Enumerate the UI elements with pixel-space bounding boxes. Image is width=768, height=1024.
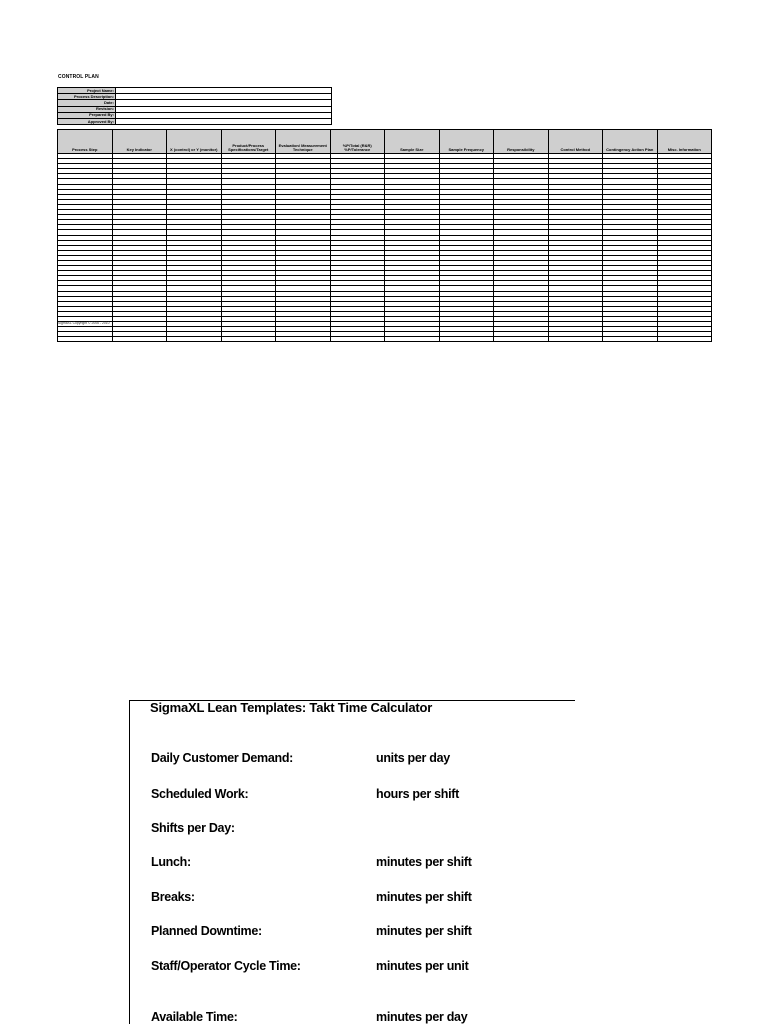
- project-info-table: [57, 87, 332, 125]
- table-cell[interactable]: [58, 337, 113, 342]
- table-cell[interactable]: [494, 337, 549, 342]
- column-header: Contingency Action Plan: [603, 130, 658, 154]
- table-cell[interactable]: [385, 337, 440, 342]
- info-row: [58, 118, 332, 124]
- info-label: Approved By:: [58, 118, 116, 124]
- column-header: X (control) or Y (monitor): [167, 130, 222, 154]
- column-header: Responsibility: [494, 130, 549, 154]
- column-header: Key Indicator: [112, 130, 167, 154]
- copyright-text: SigmaXL Copyright © 2006 - 2010: [58, 321, 110, 325]
- table-cell[interactable]: [167, 337, 222, 342]
- table-cell[interactable]: [439, 337, 494, 342]
- takt-row-unit: minutes per shift: [376, 924, 472, 938]
- takt-time-calculator-panel: [129, 700, 575, 1024]
- table-cell[interactable]: [221, 337, 276, 342]
- table-cell[interactable]: [330, 337, 385, 342]
- column-header: Control Method: [548, 130, 603, 154]
- takt-row-label: Shifts per Day:: [151, 821, 235, 835]
- table-cell[interactable]: [603, 337, 658, 342]
- takt-row-unit: hours per shift: [376, 787, 460, 801]
- column-header: Process Step: [58, 130, 113, 154]
- takt-row-label: Breaks:: [151, 890, 195, 904]
- control-plan-title: CONTROL PLAN: [58, 74, 99, 80]
- info-label: Process Description:: [58, 94, 116, 100]
- takt-row-label: Available Time:: [151, 1010, 238, 1024]
- takt-row-label: Daily Customer Demand:: [151, 751, 294, 765]
- column-header: Product/Process Specifications/Target: [221, 130, 276, 154]
- takt-calculator-title: SigmaXL Lean Templates: Takt Time Calculator: [150, 700, 433, 715]
- takt-row-label: Staff/Operator Cycle Time:: [151, 959, 301, 973]
- column-header: Sample Frequency: [439, 130, 494, 154]
- table-cell[interactable]: [112, 337, 167, 342]
- info-label: Prepared By:: [58, 112, 116, 118]
- column-header: Sample Size: [385, 130, 440, 154]
- takt-row-unit: minutes per shift: [376, 890, 472, 904]
- column-header: Evaluation/ Measurement Technique: [276, 130, 331, 154]
- info-value-cell[interactable]: [116, 118, 332, 124]
- takt-row-unit: minutes per day: [376, 1010, 468, 1024]
- column-header: Misc. Information: [657, 130, 712, 154]
- takt-row-label: Planned Downtime:: [151, 924, 262, 938]
- control-plan-table: [57, 129, 712, 342]
- table-cell[interactable]: [657, 337, 712, 342]
- takt-row-unit: units per day: [376, 751, 450, 765]
- info-label: Revision:: [58, 106, 116, 112]
- column-header: %P/Total (R&R) %P/Tolerance: [330, 130, 385, 154]
- takt-row-label: Lunch:: [151, 855, 191, 869]
- takt-row-unit: minutes per unit: [376, 959, 469, 973]
- takt-row-unit: minutes per shift: [376, 855, 472, 869]
- takt-row-label: Scheduled Work:: [151, 787, 249, 801]
- info-label: Project Name:: [58, 88, 116, 94]
- table-row: [58, 337, 712, 342]
- table-cell[interactable]: [548, 337, 603, 342]
- table-cell[interactable]: [276, 337, 331, 342]
- info-label: Date:: [58, 100, 116, 106]
